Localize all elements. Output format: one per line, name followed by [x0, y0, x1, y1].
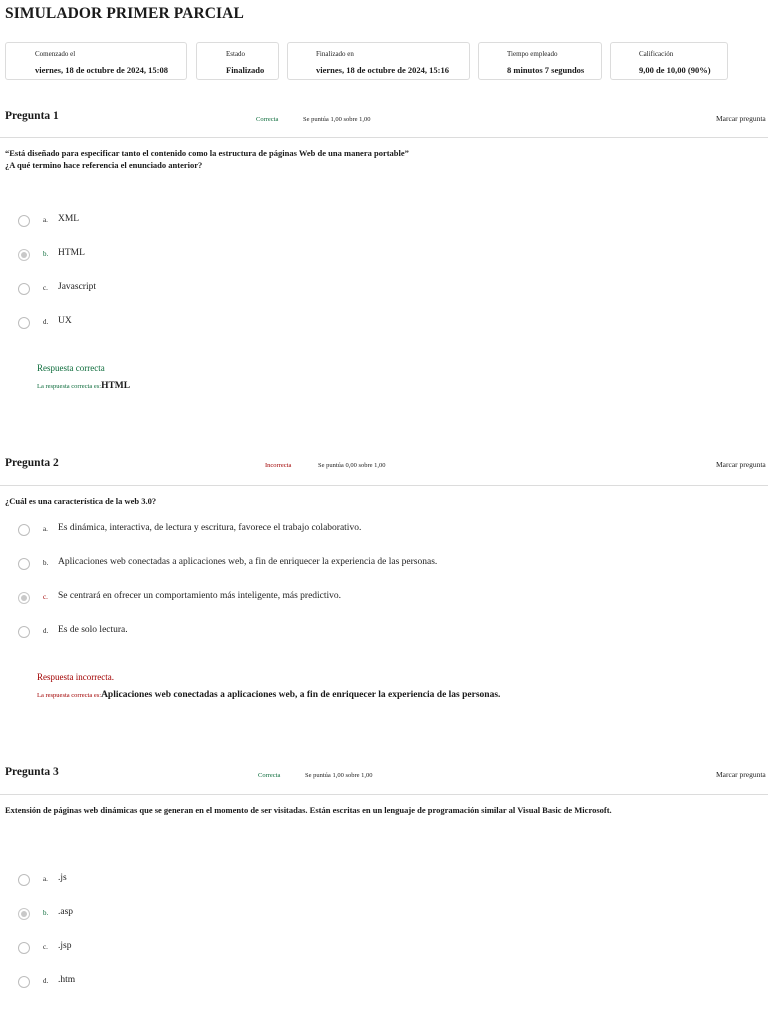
question-status: Correcta	[256, 116, 279, 123]
summary-label: Finalizado en	[316, 50, 354, 58]
question-text-line: ¿Cuál es una característica de la web 3.0?	[5, 496, 157, 506]
option-letter: b.	[43, 559, 49, 567]
summary-card-time	[478, 42, 602, 80]
question-divider	[0, 794, 768, 795]
question-title: Pregunta 2	[5, 457, 59, 469]
radio-icon[interactable]	[18, 524, 30, 536]
summary-value: viernes, 18 de octubre de 2024, 15:08	[35, 65, 168, 75]
summary-card-finished	[287, 42, 470, 80]
feedback-correct-answer	[37, 684, 500, 702]
feedback-prefix: La respuesta correcta es:	[37, 383, 102, 390]
summary-label: Estado	[226, 50, 246, 58]
radio-icon[interactable]	[18, 976, 30, 988]
radio-icon[interactable]	[18, 249, 30, 261]
option-letter: b.	[43, 250, 49, 258]
feedback-status: Respuesta correcta	[37, 363, 105, 373]
feedback-answer: Aplicaciones web conectadas a aplicaciones web, a fin de enriquecer la experiencia de las personas.	[101, 690, 501, 700]
option-text: XML	[58, 214, 80, 224]
question-title: Pregunta 1	[5, 110, 59, 122]
summary-card-state	[196, 42, 279, 80]
option-letter: a.	[43, 216, 48, 224]
flag-question-link[interactable]: Marcar pregunta	[716, 460, 766, 469]
summary-value: Finalizado	[226, 65, 265, 75]
summary-card-started	[5, 42, 187, 80]
option-text: Javascript	[58, 282, 96, 292]
question-points: Se puntúa 1,00 sobre 1,00	[305, 772, 373, 779]
option-letter: c.	[43, 593, 48, 601]
radio-icon[interactable]	[18, 592, 30, 604]
flag-question-link[interactable]: Marcar pregunta	[716, 770, 766, 779]
question-title: Pregunta 3	[5, 766, 59, 778]
question-text-line: “Está diseñado para especificar tanto el contenido como la estructura de páginas Web de una manera portable”	[5, 148, 409, 158]
question-points: Se puntúa 1,00 sobre 1,00	[303, 116, 371, 123]
option-text: .js	[58, 873, 67, 883]
question-points: Se puntúa 0,00 sobre 1,00	[318, 462, 386, 469]
question-divider	[0, 485, 768, 486]
option-letter: d.	[43, 977, 49, 985]
option-text: Es de solo lectura.	[58, 625, 128, 635]
option-text: .htm	[58, 975, 76, 985]
question-text-line: ¿A qué termino hace referencia el enunciado anterior?	[5, 160, 203, 170]
radio-icon[interactable]	[18, 558, 30, 570]
question-status: Correcta	[258, 772, 281, 779]
question-status: Incorrecta	[265, 462, 292, 469]
radio-icon[interactable]	[18, 283, 30, 295]
radio-icon[interactable]	[18, 874, 30, 886]
question-text-line: Extensión de páginas web dinámicas que se generan en el momento de ser visitadas. Están escritas en un lenguaje de programación similar al Visual Basic de Microsoft.	[5, 805, 612, 815]
option-letter: c.	[43, 943, 48, 951]
radio-icon[interactable]	[18, 942, 30, 954]
option-text: .asp	[58, 907, 74, 917]
radio-icon[interactable]	[18, 317, 30, 329]
summary-label: Calificación	[639, 50, 674, 58]
option-letter: a.	[43, 875, 48, 883]
radio-icon[interactable]	[18, 215, 30, 227]
option-letter: a.	[43, 525, 48, 533]
option-letter: c.	[43, 284, 48, 292]
option-text: Es dinámica, interactiva, de lectura y escritura, favorece el trabajo colaborativo.	[58, 523, 362, 533]
page-title: SIMULADOR PRIMER PARCIAL	[5, 5, 244, 22]
summary-label: Comenzado el	[35, 50, 76, 58]
option-text: Se centrará en ofrecer un comportamiento más inteligente, más predictivo.	[58, 591, 342, 601]
feedback-prefix: La respuesta correcta es:	[37, 692, 102, 699]
feedback-status: Respuesta incorrecta.	[37, 672, 114, 682]
radio-icon[interactable]	[18, 908, 30, 920]
summary-value: 8 minutos 7 segundos	[507, 65, 585, 75]
summary-value: 9,00 de 10,00 (90%)	[639, 65, 711, 75]
radio-icon[interactable]	[18, 626, 30, 638]
option-text: .jsp	[58, 941, 72, 951]
question-divider	[0, 137, 768, 138]
feedback-correct-answer	[37, 375, 130, 393]
option-text: HTML	[58, 248, 85, 258]
summary-label: Tiempo empleado	[507, 50, 558, 58]
option-letter: d.	[43, 318, 49, 326]
option-letter: b.	[43, 909, 49, 917]
summary-value: viernes, 18 de octubre de 2024, 15:16	[316, 65, 449, 75]
option-text: Aplicaciones web conectadas a aplicaciones web, a fin de enriquecer la experiencia de las personas.	[58, 557, 438, 567]
option-text: UX	[58, 316, 72, 326]
summary-card-grade	[610, 42, 728, 80]
flag-question-link[interactable]: Marcar pregunta	[716, 114, 766, 123]
feedback-answer: HTML	[101, 381, 131, 391]
option-letter: d.	[43, 627, 49, 635]
